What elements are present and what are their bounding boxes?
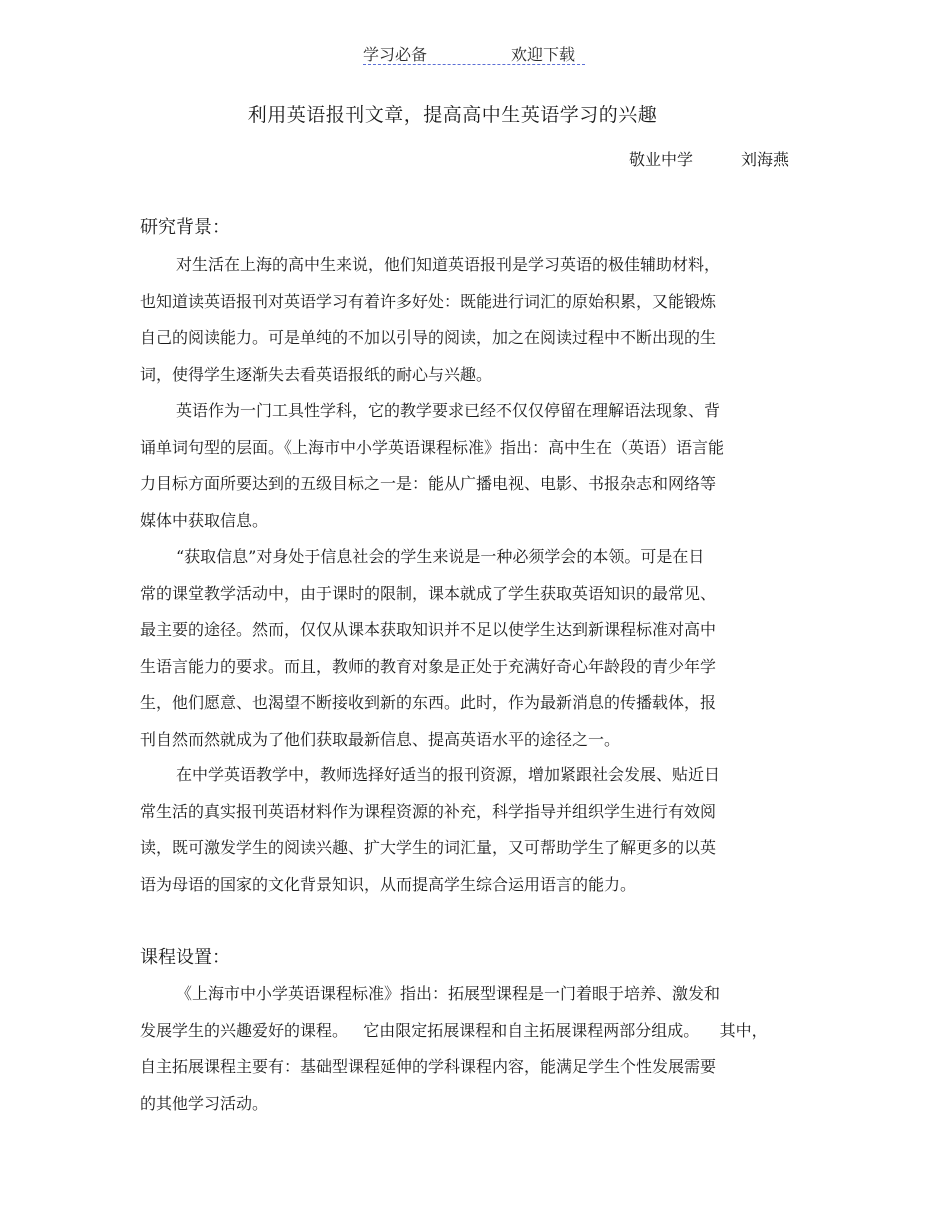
paragraph-line: 读，既可激发学生的阅读兴趣、扩大学生的词汇量，又可帮助学生了解更多的以英 [140,838,717,857]
paragraph-line: 媒体中获取信息。 [140,510,269,530]
paragraph-line: 英语作为一门工具性学科，它的教学要求已经不仅仅停留在理解语法现象、背 [176,401,721,420]
paragraph-line: 生语言能力的要求。而且，教师的教育对象是正处于充满好奇心年龄段的青少年学 [140,656,717,676]
header-right-text: 欢迎下载 [511,45,576,64]
paragraph-line: 对生活在上海的高中生来说，他们知道英语报刊是学习英语的极佳辅助材料， [176,255,721,274]
paragraph-line: 发展学生的兴趣爱好的课程。 它由限定拓展课程和自主拓展课程两部分组成。 其中， [140,1020,768,1040]
paragraph-line: 生，他们愿意、也渴望不断接收到新的东西。此时，作为最新消息的传播载体，报 [140,693,717,712]
header-left-text: 学习必备 [363,45,428,64]
paragraph-line: 最主要的途径。然而，仅仅从课本获取知识并不足以使学生达到新课程标准对高中 [140,620,717,639]
paragraph-line: “获取信息”对身处于信息社会的学生来说是一种必须学会的本领。可是在日 [176,547,705,566]
page-header [363,40,585,65]
paragraph-line: 也知道读英语报刊对英语学习有着许多好处：既能进行词汇的原始积累，又能锻炼 [140,291,717,311]
paragraph [140,976,820,1122]
section-heading-curriculum: 课程设置： [140,947,230,968]
paragraph [140,757,780,903]
paragraph-line: 常生活的真实报刊英语材料作为课程资源的补充，科学指导并组织学生进行有效阅 [140,801,717,821]
paragraph-line: 语为母语的国家的文化背景知识，从而提高学生综合运用语言的能力。 [140,874,637,894]
author-name: 刘海燕 [741,150,790,169]
paragraph-line: 自己的阅读能力。可是单纯的不加以引导的阅读，加之在阅读过程中不断出现的生 [140,328,717,347]
paragraph-line: 《上海市中小学英语课程标准》指出：拓展型课程是一门着眼于培养、激发和 [176,984,721,1003]
paragraph-line: 在中学英语教学中，教师选择好适当的报刊资源，增加紧跟社会发展、贴近日 [176,765,721,784]
section-heading-background: 研究背景： [140,217,230,238]
paragraph [140,393,780,539]
paragraph [140,247,780,393]
paragraph-line: 常的课堂教学活动中，由于课时的限制，课本就成了学生获取英语知识的最常见、 [140,583,717,603]
paragraph-line: 诵单词句型的层面。《上海市中小学英语课程标准》指出：高中生在（英语）语言能 [140,437,725,457]
paragraph-line: 自主拓展课程主要有：基础型课程延伸的学科课程内容，能满足学生个性发展需要 [140,1057,717,1076]
author-school: 敬业中学 [629,150,694,169]
author-line [629,147,789,170]
paragraph-line: 刊自然而然就成为了他们获取最新信息、提高英语水平的途径之一。 [140,729,621,749]
paragraph-line: 力目标方面所要达到的五级目标之一是：能从广播电视、电影、书报杂志和网络等 [140,474,717,493]
paragraph-line: 词，使得学生逐渐失去看英语报纸的耐心与兴趣。 [140,364,493,384]
document-title: 利用英语报刊文章，提高高中生英语学习的兴趣 [247,104,658,126]
paragraph-line: 的其他学习活动。 [140,1093,269,1113]
paragraph [140,539,780,758]
